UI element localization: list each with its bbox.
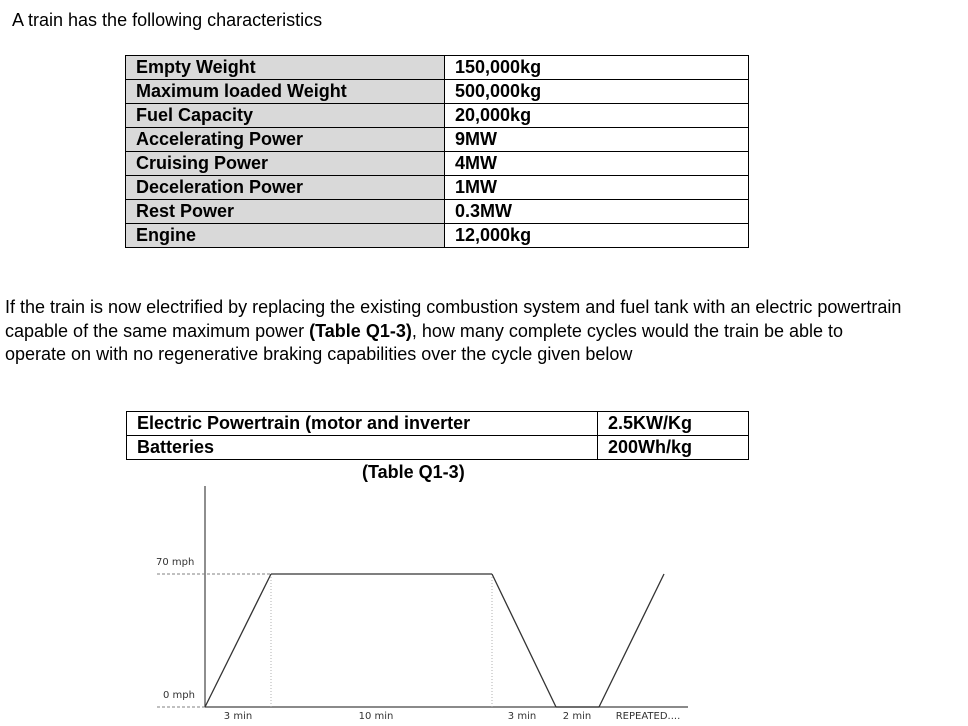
x-tick-label: REPEATED.... xyxy=(615,711,681,722)
row-label: Cruising Power xyxy=(126,152,445,176)
row-label: Electric Powertrain (motor and inverter xyxy=(127,412,598,436)
row-label: Accelerating Power xyxy=(126,128,445,152)
row-value: 2.5KW/Kg xyxy=(598,412,749,436)
row-value: 1MW xyxy=(445,176,749,200)
row-value: 9MW xyxy=(445,128,749,152)
row-label: Deceleration Power xyxy=(126,176,445,200)
row-label: Empty Weight xyxy=(126,56,445,80)
x-tick-label: 10 min xyxy=(358,711,394,722)
speed-segment-accelerate xyxy=(205,574,271,707)
speed-profile-series xyxy=(205,574,664,707)
question-table-reference: (Table Q1-3) xyxy=(309,320,412,341)
row-value: 500,000kg xyxy=(445,80,749,104)
row-value: 4MW xyxy=(445,152,749,176)
row-value: 150,000kg xyxy=(445,56,749,80)
x-tick-label: 2 min xyxy=(562,711,592,722)
speed-segment-decelerate xyxy=(492,574,556,707)
row-label: Maximum loaded Weight xyxy=(126,80,445,104)
x-tick-label: 3 min xyxy=(223,711,253,722)
row-label: Rest Power xyxy=(126,200,445,224)
phase-guides xyxy=(271,574,492,707)
row-value: 12,000kg xyxy=(445,224,749,248)
table-caption: (Table Q1-3) xyxy=(362,462,465,482)
row-label: Batteries xyxy=(127,436,598,460)
row-label: Fuel Capacity xyxy=(126,104,445,128)
question-part-2: , how many complete cycles would the train be able to operate on with no regenerative braking capabilities over the cycle given below xyxy=(5,320,844,364)
row-value: 0.3MW xyxy=(445,200,749,224)
row-value: 20,000kg xyxy=(445,104,749,128)
y-tick-label: 70 mph xyxy=(156,557,195,568)
question-part-1: If the train is now electrified by replacing the existing combustion system and fuel tank with an electric powertrain capable of the same maximum power xyxy=(5,297,902,341)
row-value: 200Wh/kg xyxy=(598,436,749,460)
speed-segment-repeat xyxy=(599,574,664,707)
x-tick-label: 3 min xyxy=(507,711,537,722)
y-tick-label: 0 mph xyxy=(163,690,195,701)
intro-text: A train has the following characteristics xyxy=(12,10,323,30)
row-label: Engine xyxy=(126,224,445,248)
